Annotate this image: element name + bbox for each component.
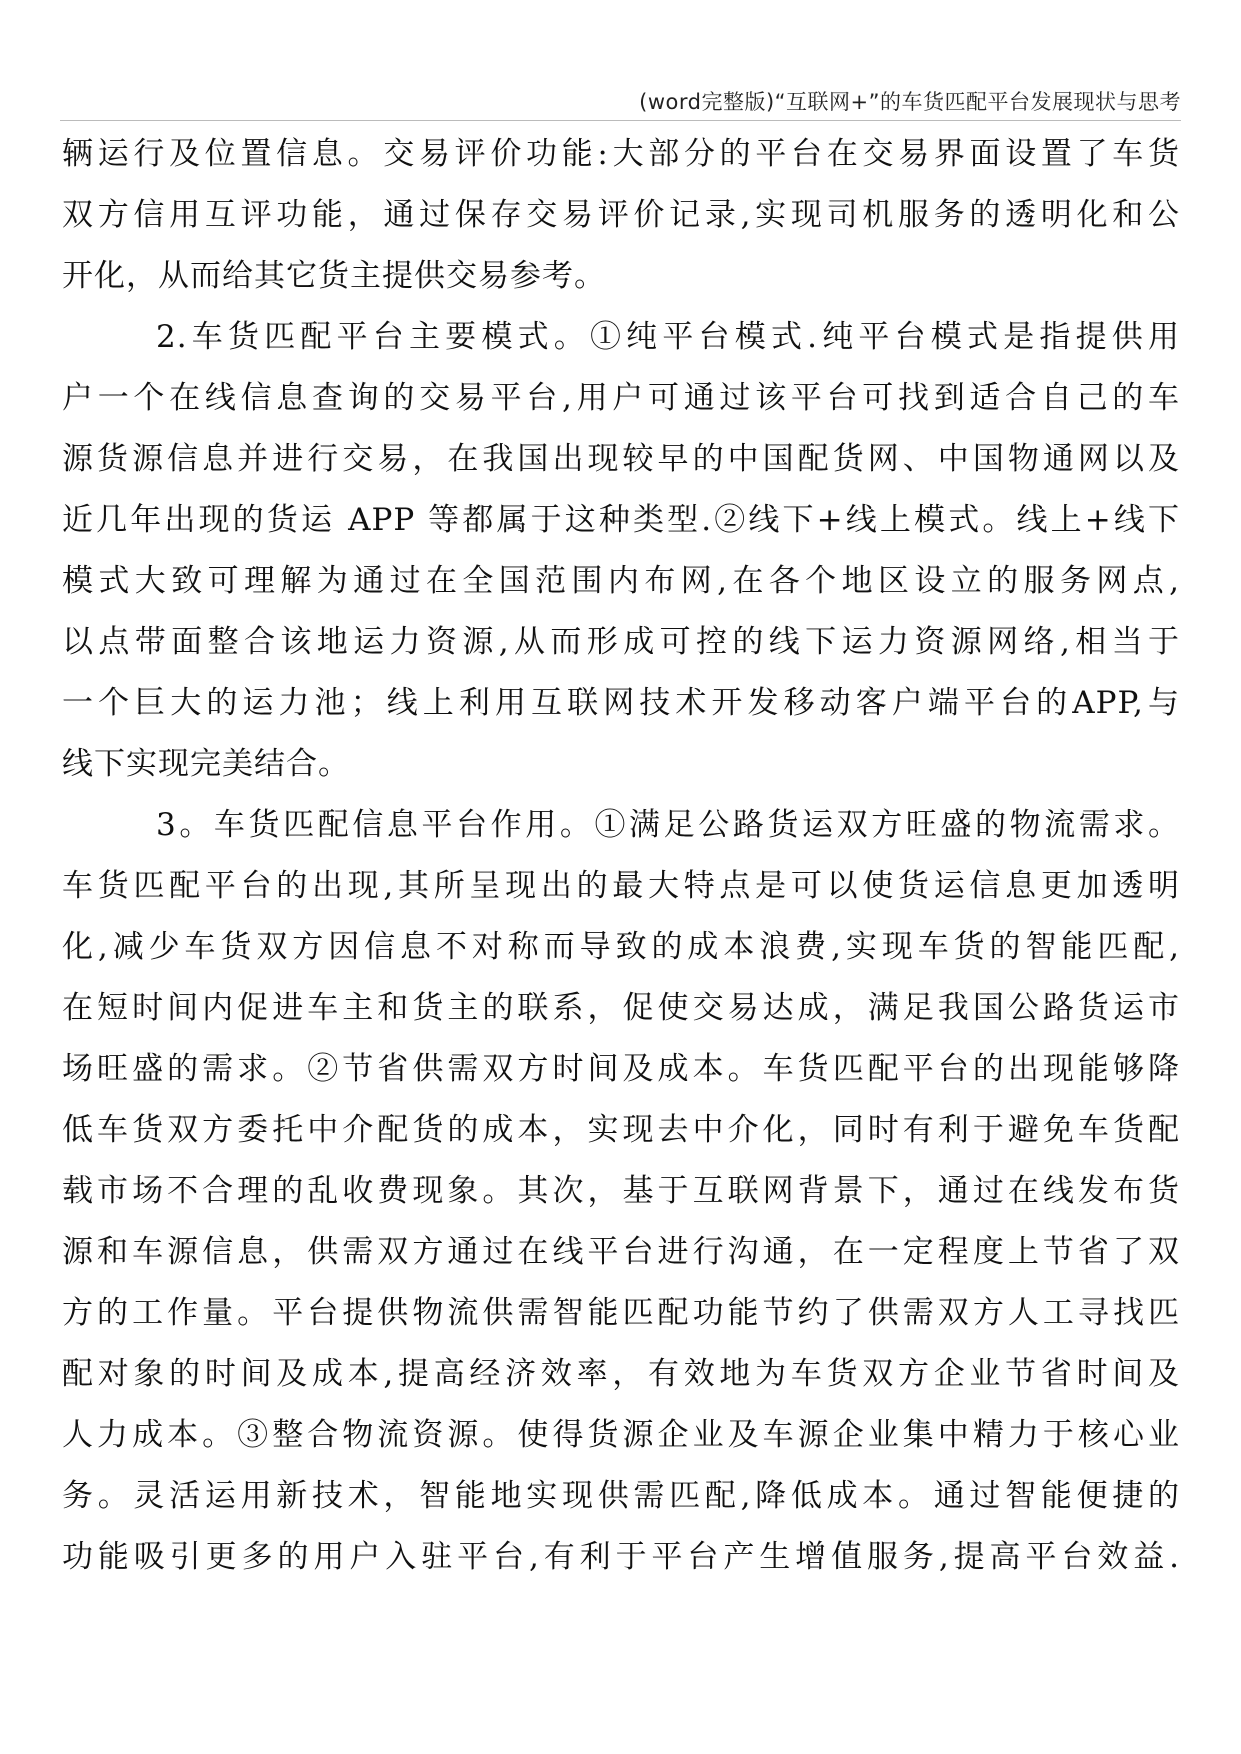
text-line: 功能吸引更多的用户入驻平台,有利于平台产生增值服务,提高平台效益. bbox=[62, 1539, 1180, 1575]
text-line: 以点带面整合该地运力资源,从而形成可控的线下运力资源网络,相当于 bbox=[62, 624, 1180, 660]
text-line: 辆运行及位置信息。交易评价功能:大部分的平台在交易界面设置了车货 bbox=[62, 136, 1180, 172]
header-divider bbox=[60, 120, 1181, 121]
text-line: 2.车货匹配平台主要模式。①纯平台模式.纯平台模式是指提供用 bbox=[156, 319, 1180, 355]
text-line: 双方信用互评功能，通过保存交易评价记录,实现司机服务的透明化和公 bbox=[62, 197, 1180, 233]
text-line: 低车货双方委托中介配货的成本，实现去中介化，同时有利于避免车货配 bbox=[62, 1112, 1180, 1148]
text-line: 线下实现完美结合。 bbox=[62, 746, 350, 782]
body-text bbox=[62, 124, 1180, 1588]
text-line: 化,减少车货双方因信息不对称而导致的成本浪费,实现车货的智能匹配, bbox=[62, 929, 1180, 965]
text-line: 开化，从而给其它货主提供交易参考。 bbox=[62, 258, 606, 294]
text-line: 载市场不合理的乱收费现象。其次，基于互联网背景下，通过在线发布货 bbox=[62, 1173, 1180, 1209]
text-line: 近几年出现的货运 APP 等都属于这种类型.②线下+线上模式。线上+线下 bbox=[62, 502, 1180, 538]
text-line: 一个巨大的运力池；线上利用互联网技术开发移动客户端平台的APP,与 bbox=[62, 685, 1180, 721]
text-line: 务。灵活运用新技术，智能地实现供需匹配,降低成本。通过智能便捷的 bbox=[62, 1478, 1180, 1514]
text-line: 场旺盛的需求。②节省供需双方时间及成本。车货匹配平台的出现能够降 bbox=[62, 1051, 1180, 1087]
text-line: 模式大致可理解为通过在全国范围内布网,在各个地区设立的服务网点, bbox=[62, 563, 1180, 599]
running-header: (word完整版)“互联网+”的车货匹配平台发展现状与思考 bbox=[639, 90, 1181, 114]
text-line: 人力成本。③整合物流资源。使得货源企业及车源企业集中精力于核心业 bbox=[62, 1417, 1180, 1453]
text-line: 配对象的时间及成本,提高经济效率，有效地为车货双方企业节省时间及 bbox=[62, 1356, 1180, 1392]
text-line: 源货源信息并进行交易，在我国出现较早的中国配货网、中国物通网以及 bbox=[62, 441, 1180, 477]
text-line: 在短时间内促进车主和货主的联系，促使交易达成，满足我国公路货运市 bbox=[62, 990, 1180, 1026]
text-line: 3。车货匹配信息平台作用。①满足公路货运双方旺盛的物流需求。 bbox=[156, 807, 1180, 843]
text-line: 源和车源信息，供需双方通过在线平台进行沟通，在一定程度上节省了双 bbox=[62, 1234, 1180, 1270]
text-line: 车货匹配平台的出现,其所呈现出的最大特点是可以使货运信息更加透明 bbox=[62, 868, 1180, 904]
text-line: 方的工作量。平台提供物流供需智能匹配功能节约了供需双方人工寻找匹 bbox=[62, 1295, 1180, 1331]
text-line: 户一个在线信息查询的交易平台,用户可通过该平台可找到适合自己的车 bbox=[62, 380, 1180, 416]
